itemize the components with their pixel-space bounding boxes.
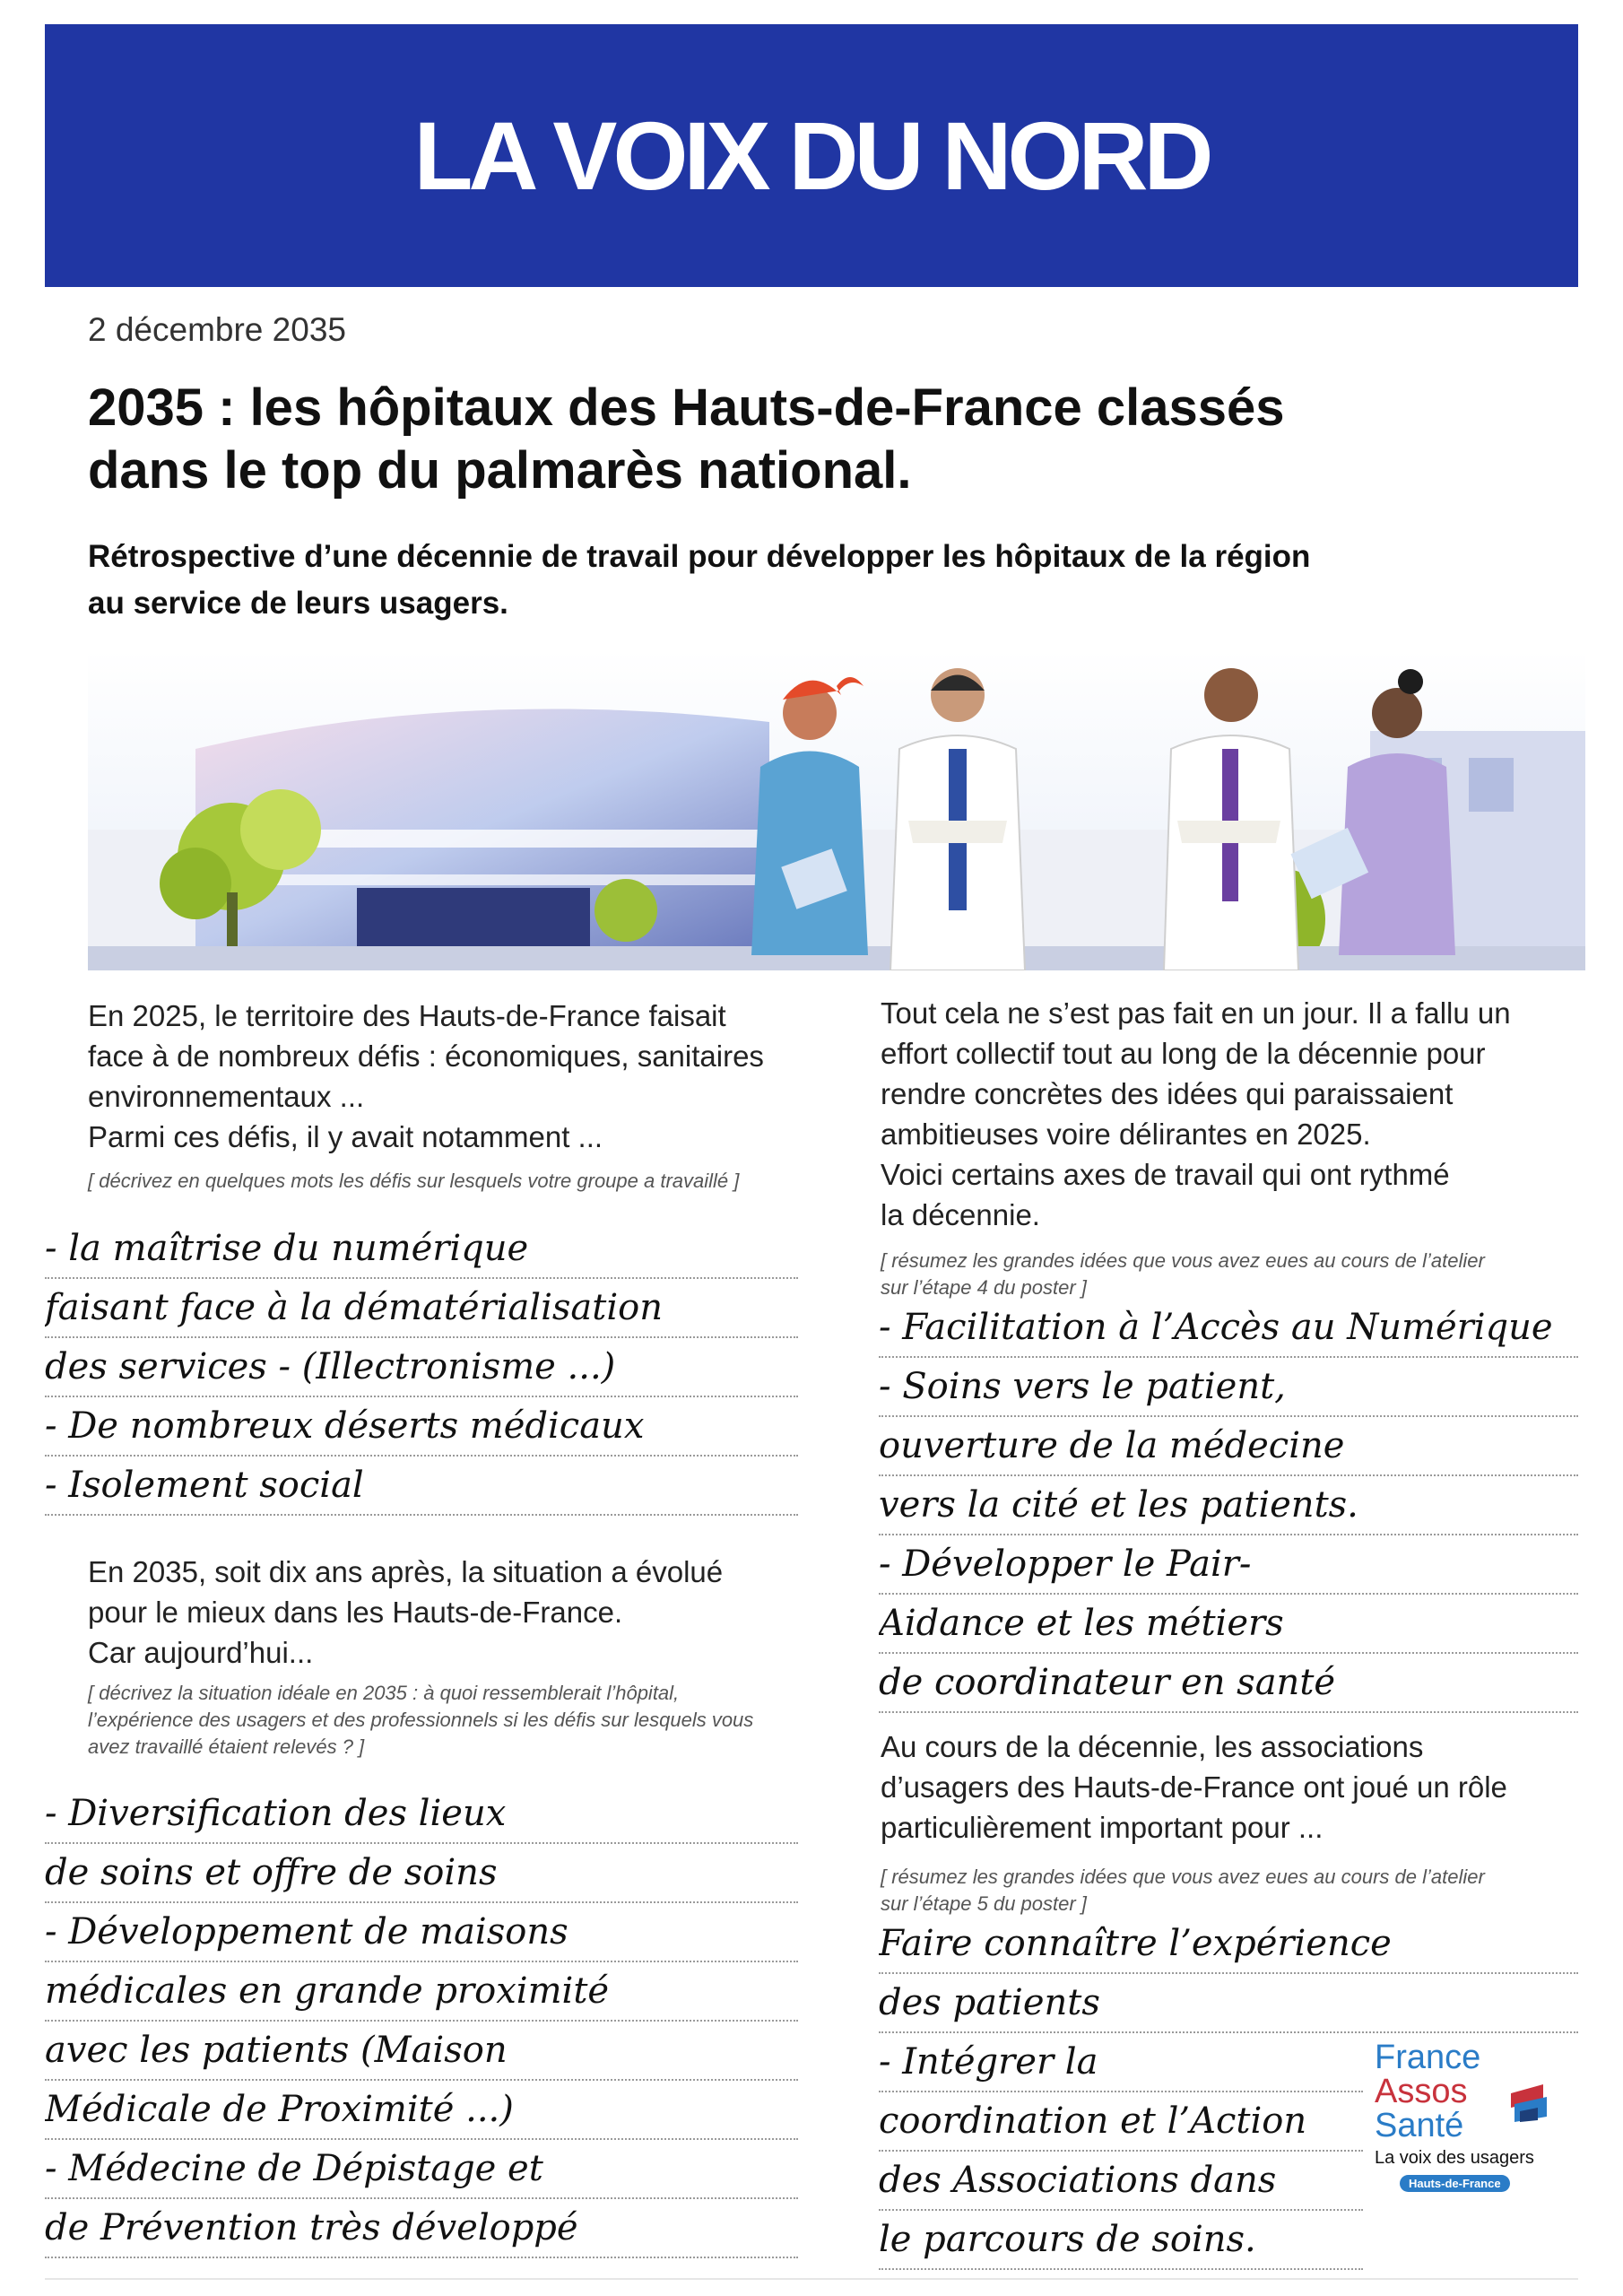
body-line: pour le mieux dans les Hauts-de-France. xyxy=(88,1596,623,1629)
handwritten-line: - Intégrer la xyxy=(879,2033,1363,2092)
handwritten-line: de coordinateur en santé xyxy=(879,1654,1578,1713)
handwritten-line: le parcours de soins. xyxy=(879,2211,1363,2270)
headline xyxy=(88,377,1558,502)
handwritten-line: faisant face à la dématérialisation xyxy=(45,1279,798,1338)
handwritten-line: - Diversification des lieux xyxy=(45,1785,798,1844)
handwritten-line: - Développer le Pair- xyxy=(879,1535,1578,1595)
handwritten-line: des Associations dans xyxy=(879,2152,1363,2211)
right-assoc-hint xyxy=(881,1864,1580,1918)
subheadline-line: Rétrospective d’une décennie de travail pour développer les hôpitaux de la région xyxy=(88,539,1311,574)
handwritten-line: - Soins vers le patient, xyxy=(879,1358,1578,1417)
masthead xyxy=(45,24,1578,287)
handwritten-line: - Développement de maisons xyxy=(45,1903,798,1962)
logo-word: Assos xyxy=(1375,2073,1468,2110)
hint-line: [ résumez les grandes idées que vous avez eues au cours de l’atelier xyxy=(881,1249,1485,1272)
handwritten-line: - Médecine de Dépistage et xyxy=(45,2140,798,2199)
hint-line: sur l’étape 4 du poster ] xyxy=(881,1276,1087,1299)
body-line: effort collectif tout au long de la décennie pour xyxy=(881,1037,1486,1070)
handwritten-line: - Facilitation à l’Accès au Numérique xyxy=(879,1299,1578,1358)
body-line: d’usagers des Hauts-de-France ont joué un rôle xyxy=(881,1770,1507,1804)
right-intro xyxy=(881,993,1580,1235)
body-line: En 2035, soit dix ans après, la situation a évolué xyxy=(88,1555,724,1588)
hint-line: avez travaillé étaient relevés ? ] xyxy=(88,1735,365,1758)
handwritten-line: des patients xyxy=(879,1974,1578,2033)
footer-divider xyxy=(45,2278,1578,2280)
subheadline xyxy=(88,534,1523,627)
right-column xyxy=(881,993,1580,1301)
handwritten-line: vers la cité et les patients. xyxy=(879,1476,1578,1535)
logo-region-badge: Hauts-de-France xyxy=(1400,2175,1510,2192)
left-intro xyxy=(88,996,823,1157)
left-middle-hint xyxy=(88,1680,823,1761)
handwritten-line: de Prévention très développé xyxy=(45,2199,798,2258)
right-intro-hint xyxy=(881,1248,1580,1301)
headline-line: 2035 : les hôpitaux des Hauts-de-France classés xyxy=(88,378,1285,437)
left-middle-text xyxy=(88,1552,823,1673)
left-middle xyxy=(88,1552,823,1761)
handwritten-line: Aidance et les métiers xyxy=(879,1595,1578,1654)
right-assoc xyxy=(881,1726,1580,1918)
body-line: Voici certains axes de travail qui ont rythmé xyxy=(881,1158,1450,1191)
masthead-title: LA VOIX DU NORD xyxy=(413,101,1210,210)
handwritten-line: - Isolement social xyxy=(45,1457,798,1516)
handwritten-line: - la maîtrise du numérique xyxy=(45,1220,798,1279)
challenges-answer xyxy=(45,1220,798,1516)
body-line: face à de nombreux défis : économiques, sanitaires xyxy=(88,1039,764,1073)
logo-word: France xyxy=(1375,2039,1481,2076)
hint-line: sur l’étape 5 du poster ] xyxy=(881,1892,1087,1915)
hospital-illustration xyxy=(88,650,1585,970)
body-line: Tout cela ne s’est pas fait en un jour. Il a fallu un xyxy=(881,996,1511,1030)
right-assoc-text xyxy=(881,1726,1580,1848)
left-column xyxy=(88,996,823,1195)
logo-word: Santé xyxy=(1375,2107,1464,2144)
body-line: En 2025, le territoire des Hauts-de-France faisait xyxy=(88,999,726,1032)
logo-tagline: La voix des usagers xyxy=(1375,2148,1534,2168)
body-line: Parmi ces défis, il y avait notamment ... xyxy=(88,1120,603,1153)
body-line: particulièrement important pour ... xyxy=(881,1811,1324,1844)
work-axes-answer xyxy=(879,1299,1578,1713)
headline-line: dans le top du palmarès national. xyxy=(88,441,912,500)
body-line: la décennie. xyxy=(881,1198,1040,1231)
hint-line: l’expérience des usagers et des professionnels si les défis sur lesquels vous xyxy=(88,1709,754,1731)
body-line: rendre concrètes des idées qui paraissaient xyxy=(881,1077,1454,1110)
handwritten-line: des services - (Illectronisme ...) xyxy=(45,1338,798,1397)
handwritten-line: médicales en grande proximité xyxy=(45,1962,798,2022)
hint-line: [ résumez les grandes idées que vous avez eues au cours de l’atelier xyxy=(881,1866,1485,1888)
ideal-situation-answer xyxy=(45,1785,798,2258)
handwritten-line: de soins et offre de soins xyxy=(45,1844,798,1903)
handwritten-line: avec les patients (Maison xyxy=(45,2022,798,2081)
article-date: 2 décembre 2035 xyxy=(88,311,346,348)
subheadline-line: au service de leurs usagers. xyxy=(88,586,508,621)
body-line: Au cours de la décennie, les associations xyxy=(881,1730,1424,1763)
handwritten-line: Médicale de Proximité ...) xyxy=(45,2081,798,2140)
france-assos-sante-logo xyxy=(1375,2039,1554,2190)
logo-mark-icon xyxy=(1507,2081,1550,2124)
body-line: ambitieuses voire délirantes en 2025. xyxy=(881,1118,1371,1151)
handwritten-line: Faire connaître l’expérience xyxy=(879,1915,1578,1974)
handwritten-line: coordination et l’Action xyxy=(879,2092,1363,2152)
body-line: Car aujourd’hui... xyxy=(88,1636,314,1669)
body-line: environnementaux ... xyxy=(88,1080,365,1113)
handwritten-line: - De nombreux déserts médicaux xyxy=(45,1397,798,1457)
left-intro-hint: [ décrivez en quelques mots les défis sur lesquels votre groupe a travaillé ] xyxy=(88,1170,740,1192)
handwritten-line: ouverture de la médecine xyxy=(879,1417,1578,1476)
hint-line: [ décrivez la situation idéale en 2035 : à quoi ressemblerait l’hôpital, xyxy=(88,1682,680,1704)
